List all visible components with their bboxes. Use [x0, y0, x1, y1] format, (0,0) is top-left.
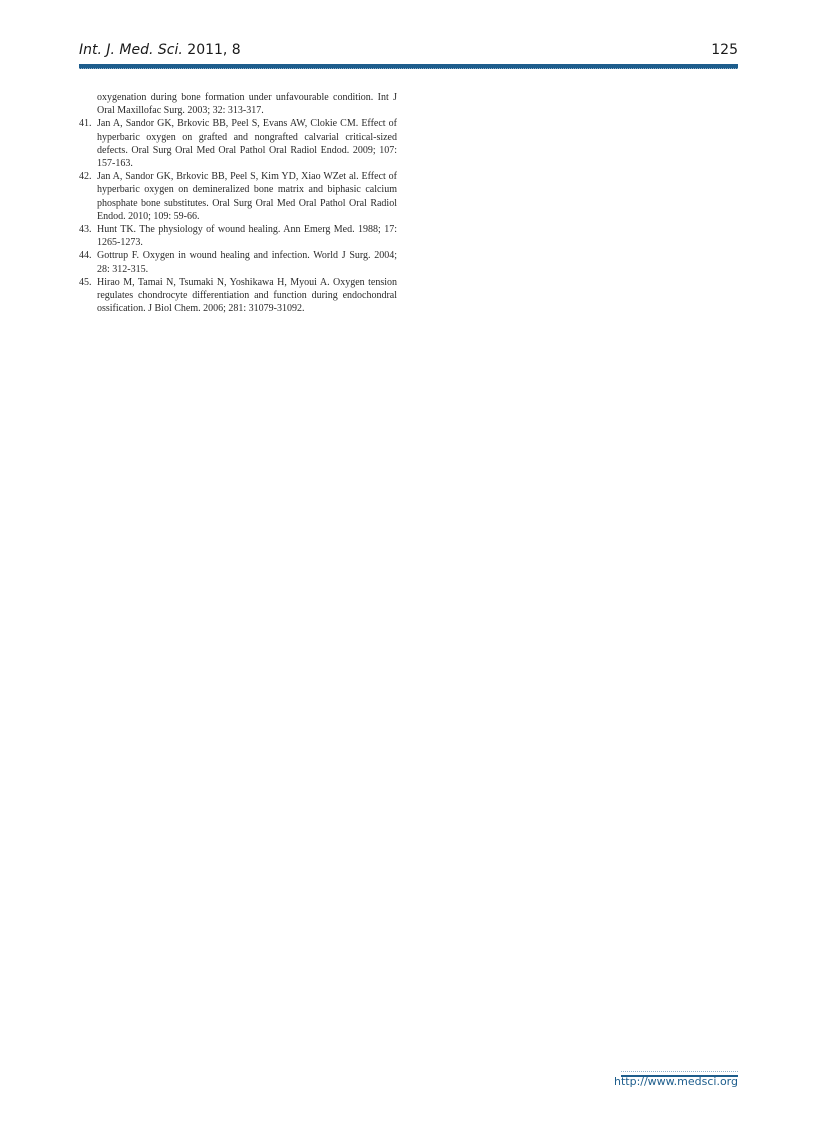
reference-text: Jan A, Sandor GK, Brkovic BB, Peel S, Evans AW, Clokie CM. Effect of hyperbaric oxygen on grafted and nongrafted calvarial critical-sized defects. Oral Surg Oral Med Oral Pathol Oral Radiol Endod. 2009; 107: 157-163. [97, 118, 397, 170]
reference-item [79, 117, 397, 170]
journal-name: Int. J. Med. Sci. [79, 42, 183, 58]
reference-number: 43. [79, 224, 92, 236]
reference-number: 42. [79, 171, 92, 183]
footer-url-link[interactable]: http://www.medsci.org [613, 1075, 738, 1088]
page-header [79, 40, 738, 62]
reference-text: oxygenation during bone formation under unfavourable condition. Int J Oral Maxillofac Surg. 2003; 32: 313-317. [97, 92, 397, 117]
reference-item [79, 170, 397, 223]
reference-text: Hirao M, Tamai N, Tsumaki N, Yoshikawa H, Myoui A. Oxygen tension regulates chondrocyte differentiation and function during endochondral ossification. J Biol Chem. 2006; 281: 31079-31092. [97, 276, 397, 315]
journal-year-volume: 2011, 8 [187, 42, 241, 58]
reference-number: 45. [79, 276, 92, 288]
reference-text: Gottrup F. Oxygen in wound healing and infection. World J Surg. 2004; 28: 312-315. [97, 250, 397, 275]
reference-item [79, 91, 397, 117]
page-number: 125 [711, 42, 738, 58]
reference-text: Hunt TK. The physiology of wound healing. Ann Emerg Med. 1988; 17: 1265-1273. [97, 224, 397, 249]
reference-item [79, 249, 397, 275]
reference-number: 44. [79, 250, 92, 262]
reference-list [79, 91, 397, 315]
journal-title [79, 42, 241, 58]
reference-item [79, 223, 397, 249]
reference-item [79, 276, 397, 316]
reference-number: 41. [79, 118, 92, 130]
header-divider [79, 64, 738, 69]
reference-text: Jan A, Sandor GK, Brkovic BB, Peel S, Kim YD, Xiao WZet al. Effect of hyperbaric oxygen on demineralized bone matrix and biphasic calcium phosphate bone substitutes. Oral Surg Oral Med Oral Pathol Oral Radiol Endod. 2010; 109: 59-66. [97, 171, 397, 222]
